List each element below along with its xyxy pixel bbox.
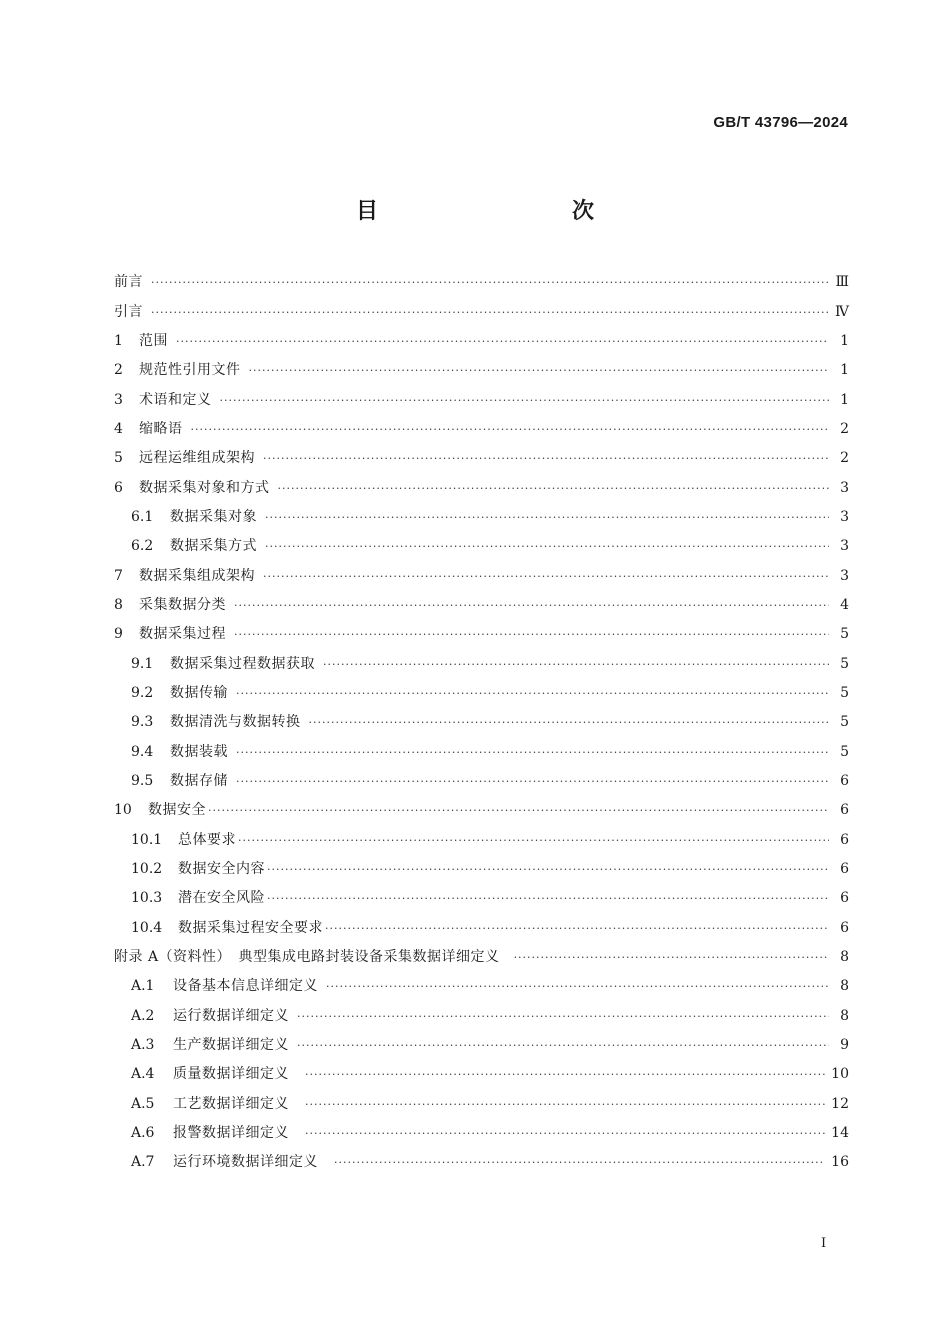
dot-leader	[323, 650, 829, 679]
toc-entry-title: 工艺数据详细定义	[173, 1095, 289, 1112]
toc-entry-3[interactable]	[114, 385, 849, 414]
standard-code: GB/T 43796—2024	[713, 114, 848, 131]
toc-entry-number: 10.4	[131, 919, 163, 936]
toc-entry-number: 1	[114, 332, 123, 349]
toc-entry-4[interactable]	[114, 415, 849, 444]
toc-entry-10-4[interactable]	[114, 914, 849, 943]
toc-entry-10-2[interactable]	[114, 855, 849, 884]
toc-entry-page: 8	[840, 1007, 849, 1024]
toc-entry-9-4[interactable]	[114, 738, 849, 767]
toc-entry-9-2[interactable]	[114, 679, 849, 708]
dot-leader	[191, 415, 830, 444]
table-of-contents	[114, 268, 849, 1178]
dot-leader	[176, 327, 829, 356]
dot-leader	[297, 1031, 829, 1060]
dot-leader	[305, 1119, 825, 1148]
dot-leader	[309, 708, 830, 737]
toc-entry-title: 数据装载	[170, 743, 228, 760]
dot-leader	[265, 503, 829, 532]
toc-entry-10-1[interactable]	[114, 826, 849, 855]
toc-entry-number: A.3	[131, 1037, 155, 1054]
toc-entry-title: 数据采集组成架构	[139, 567, 255, 584]
toc-entry-page: 3	[840, 508, 849, 525]
toc-entry-title: 数据采集过程数据获取	[170, 655, 315, 672]
dot-leader	[208, 796, 829, 825]
toc-entry-title: 远程运维组成架构	[139, 450, 255, 467]
toc-entry-9-5[interactable]	[114, 767, 849, 796]
toc-entry-number: 6.1	[131, 508, 154, 525]
toc-entry-title: 数据安全内容	[178, 861, 265, 878]
toc-entry-page: 5	[840, 655, 849, 672]
toc-entry-number: 9.2	[131, 684, 154, 701]
dot-leader	[263, 562, 829, 591]
toc-entry-6-1[interactable]	[114, 503, 849, 532]
toc-entry-title: 总体要求	[178, 831, 236, 848]
dot-leader	[334, 1148, 825, 1177]
toc-entry-number: 6	[114, 479, 123, 496]
dot-leader	[151, 268, 829, 297]
toc-entry-page: 3	[840, 479, 849, 496]
dot-leader	[265, 532, 829, 561]
toc-entry-number: 5	[114, 450, 123, 467]
toc-entry-title: 运行数据详细定义	[173, 1007, 289, 1024]
toc-entry-a-5[interactable]	[114, 1090, 849, 1119]
toc-entry-1[interactable]	[114, 327, 849, 356]
toc-entry-a-6[interactable]	[114, 1119, 849, 1148]
toc-entry-number: 3	[114, 391, 123, 408]
toc-entry-page: 10	[831, 1066, 849, 1083]
toc-entry-page: 5	[840, 684, 849, 701]
toc-entry-page: 1	[840, 332, 849, 349]
toc-entry-9[interactable]	[114, 620, 849, 649]
dot-leader	[151, 298, 829, 327]
dot-leader	[238, 826, 829, 855]
toc-entry-page: 6	[840, 919, 849, 936]
toc-entry-a-2[interactable]	[114, 1002, 849, 1031]
toc-entry-title: 运行环境数据详细定义	[173, 1154, 318, 1171]
dot-leader	[236, 679, 829, 708]
toc-entry-title: 采集数据分类	[139, 596, 226, 613]
dot-leader	[234, 620, 829, 649]
toc-entry-number: 10.1	[131, 831, 163, 848]
toc-entry-title: 规范性引用文件	[139, 362, 241, 379]
dot-leader	[236, 738, 829, 767]
toc-entry-page: 5	[840, 714, 849, 731]
toc-entry-page: 8	[840, 949, 849, 966]
toc-entry-page: 6	[840, 890, 849, 907]
toc-entry-page: 1	[840, 391, 849, 408]
toc-entry-title: 前言	[114, 274, 143, 291]
toc-entry-page: 8	[840, 978, 849, 995]
toc-entry-title: 附录 A（资料性） 典型集成电路封装设备采集数据详细定义	[114, 949, 500, 966]
page-title: 目 次	[355, 199, 644, 224]
dot-leader	[305, 1090, 825, 1119]
toc-entry-title: 数据采集过程	[139, 626, 226, 643]
toc-entry-number: 9.4	[131, 743, 154, 760]
toc-entry-number: A.2	[131, 1007, 155, 1024]
toc-entry-title: 数据清洗与数据转换	[170, 714, 301, 731]
toc-entry-page: 14	[831, 1125, 849, 1142]
toc-entry-9-3[interactable]	[114, 708, 849, 737]
toc-entry-title: 术语和定义	[139, 391, 212, 408]
dot-leader	[267, 884, 829, 913]
dot-leader	[325, 914, 829, 943]
toc-entry-page: 2	[840, 420, 849, 437]
dot-leader	[514, 943, 829, 972]
toc-entry-number: 10	[114, 802, 132, 819]
toc-entry-title: 潜在安全风险	[178, 890, 265, 907]
toc-entry-number: 8	[114, 596, 123, 613]
toc-entry-page: 3	[840, 538, 849, 555]
toc-entry-page: 4	[840, 596, 849, 613]
toc-entry-page: 6	[840, 831, 849, 848]
dot-leader	[305, 1060, 825, 1089]
toc-entry-a-1[interactable]	[114, 972, 849, 1001]
toc-entry-2[interactable]	[114, 356, 849, 385]
toc-entry-title: 数据传输	[170, 684, 228, 701]
dot-leader	[249, 356, 830, 385]
toc-entry-number: A.5	[131, 1095, 155, 1112]
toc-entry-6-2[interactable]	[114, 532, 849, 561]
toc-entry-annex-a[interactable]	[114, 943, 849, 972]
toc-entry-number: A.4	[131, 1066, 155, 1083]
toc-entry-8[interactable]	[114, 591, 849, 620]
toc-entry-10-3[interactable]	[114, 884, 849, 913]
toc-entry-title: 数据存储	[170, 773, 228, 790]
toc-entry-number: A.6	[131, 1125, 155, 1142]
toc-entry-number: 9.5	[131, 773, 154, 790]
page-folio: Ⅰ	[821, 1236, 827, 1251]
toc-entry-title: 引言	[114, 303, 143, 320]
dot-leader	[236, 767, 829, 796]
toc-entry-page: Ⅲ	[835, 274, 849, 291]
toc-entry-page: 6	[840, 802, 849, 819]
toc-entry-title: 数据采集方式	[170, 538, 257, 555]
toc-entry-10[interactable]	[114, 796, 849, 825]
dot-leader	[326, 972, 829, 1001]
toc-entry-page: 12	[831, 1095, 849, 1112]
toc-entry-page: 5	[840, 743, 849, 760]
toc-entry-number: 4	[114, 420, 123, 437]
toc-entry-title: 范围	[139, 332, 168, 349]
toc-entry-9-1[interactable]	[114, 649, 849, 678]
toc-entry-page: 6	[840, 773, 849, 790]
dot-leader	[263, 444, 829, 473]
toc-entry-6[interactable]	[114, 473, 849, 502]
toc-entry-title: 数据采集对象	[170, 508, 257, 525]
toc-entry-page: Ⅳ	[835, 303, 849, 320]
toc-entry-a-3[interactable]	[114, 1031, 849, 1060]
toc-entry-number: 2	[114, 362, 123, 379]
toc-entry-number: 10.3	[131, 890, 163, 907]
dot-leader	[278, 474, 830, 503]
toc-entry-page: 9	[840, 1037, 849, 1054]
toc-entry-title: 数据采集过程安全要求	[178, 919, 323, 936]
toc-entry-page: 5	[840, 626, 849, 643]
dot-leader	[220, 386, 830, 415]
toc-entry-5[interactable]	[114, 444, 849, 473]
toc-entry-title: 缩略语	[139, 420, 183, 437]
dot-leader	[267, 855, 829, 884]
toc-entry-number: A.7	[131, 1154, 155, 1171]
toc-entry-number: 7	[114, 567, 123, 584]
dot-leader	[297, 1002, 829, 1031]
toc-entry-title: 报警数据详细定义	[173, 1125, 289, 1142]
toc-entry-a-4[interactable]	[114, 1060, 849, 1089]
toc-entry-page: 6	[840, 861, 849, 878]
toc-entry-page: 2	[840, 450, 849, 467]
toc-entry-7[interactable]	[114, 561, 849, 590]
toc-entry-title: 设备基本信息详细定义	[173, 978, 318, 995]
toc-entry-title: 生产数据详细定义	[173, 1037, 289, 1054]
toc-entry-number: 6.2	[131, 538, 154, 555]
toc-entry-a-7[interactable]	[114, 1148, 849, 1177]
toc-entry-number: 9.3	[131, 714, 154, 731]
toc-entry-page: 16	[831, 1154, 849, 1171]
toc-entry-number: 9.1	[131, 655, 154, 672]
toc-entry-number: A.1	[131, 978, 155, 995]
toc-entry-number: 10.2	[131, 861, 163, 878]
toc-entry-introduction[interactable]	[114, 297, 849, 326]
toc-entry-title: 数据采集对象和方式	[139, 479, 270, 496]
toc-entry-title: 质量数据详细定义	[173, 1066, 289, 1083]
toc-entry-number: 9	[114, 626, 123, 643]
toc-entry-page: 1	[840, 362, 849, 379]
toc-entry-foreword[interactable]	[114, 268, 849, 297]
toc-entry-title: 数据安全	[148, 802, 206, 819]
dot-leader	[234, 591, 829, 620]
toc-entry-page: 3	[840, 567, 849, 584]
